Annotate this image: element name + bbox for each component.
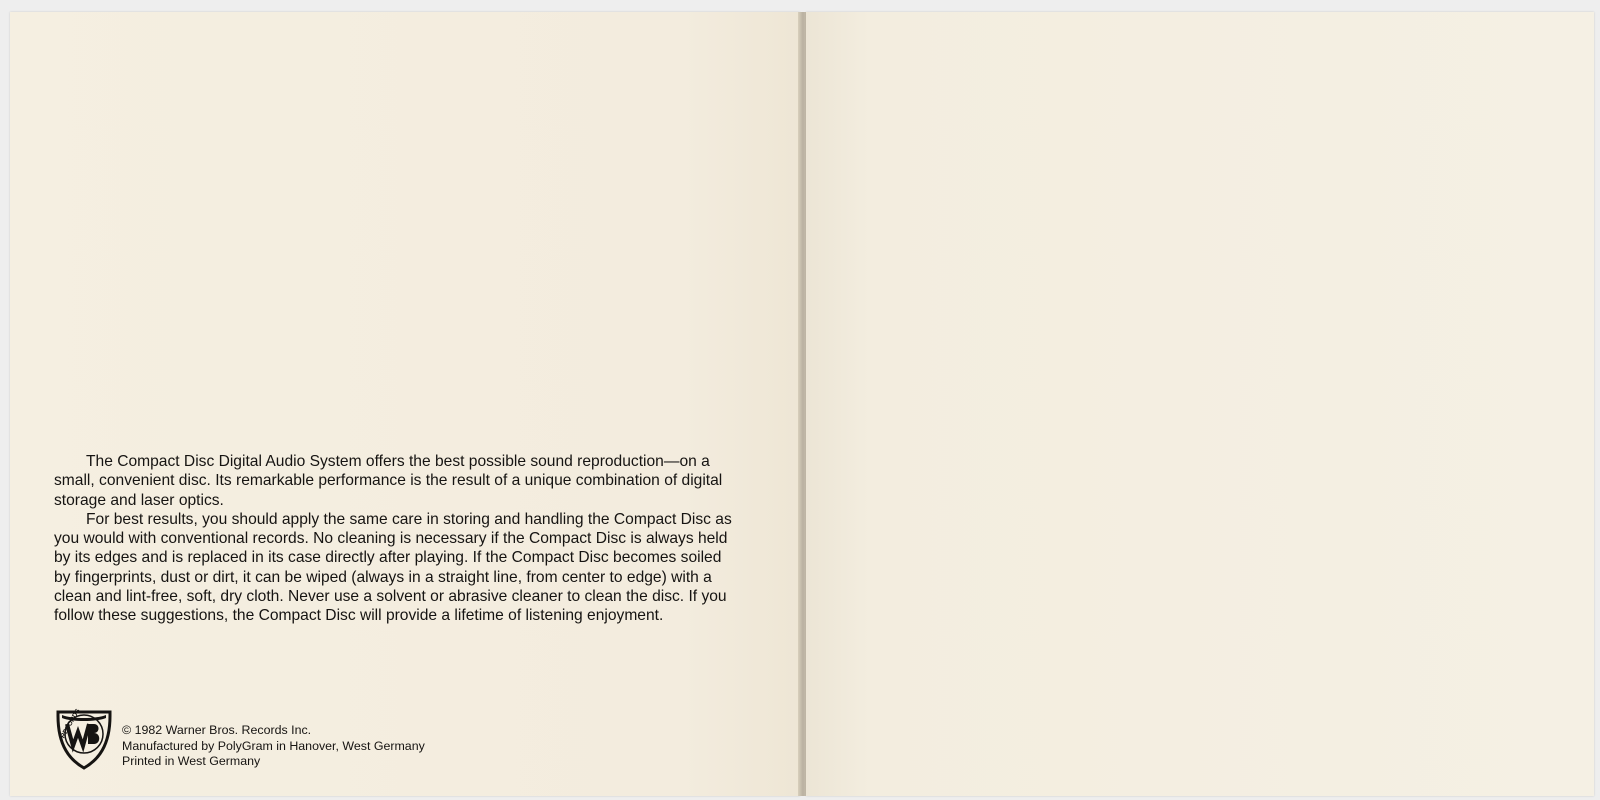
credits-block: [122, 706, 425, 770]
copyright-line: © 1982 Warner Bros. Records Inc.: [122, 723, 312, 737]
warner-bros-records-shield-icon: [54, 706, 114, 770]
left-page: [10, 12, 800, 796]
care-instructions-paragraph: For best results, you should apply the same care in storing and handling the Compact Disc as you would with conventional records. No cleaning is necessary if the Compact Disc is always held by its edges and is replaced in its case directly after playing. If the Compact Disc becomes soiled by fingerprints, dust or dirt, it can be wiped (always in a straight line, from center to edge) with a clean and lint-free, soft, dry cloth. Never use a solvent or abrasive cleaner to clean the disc. If you follow these suggestions, the Compact Disc will provide a lifetime of listening enjoyment.: [54, 510, 732, 625]
logo-records-text: RECORDS: [59, 707, 82, 740]
intro-paragraph: The Compact Disc Digital Audio System offers the best possible sound reproduction—on a small, convenient disc. Its remarkable performance is the result of a unique combination of digital storage and laser optics.: [54, 453, 723, 509]
compact-disc-care-text: [54, 452, 734, 626]
printed-line: Printed in West Germany: [122, 754, 261, 768]
footer-credits: [54, 706, 425, 770]
right-page-blank: [806, 12, 1594, 796]
manufactured-line: Manufactured by PolyGram in Hanover, West Germany: [122, 738, 425, 753]
